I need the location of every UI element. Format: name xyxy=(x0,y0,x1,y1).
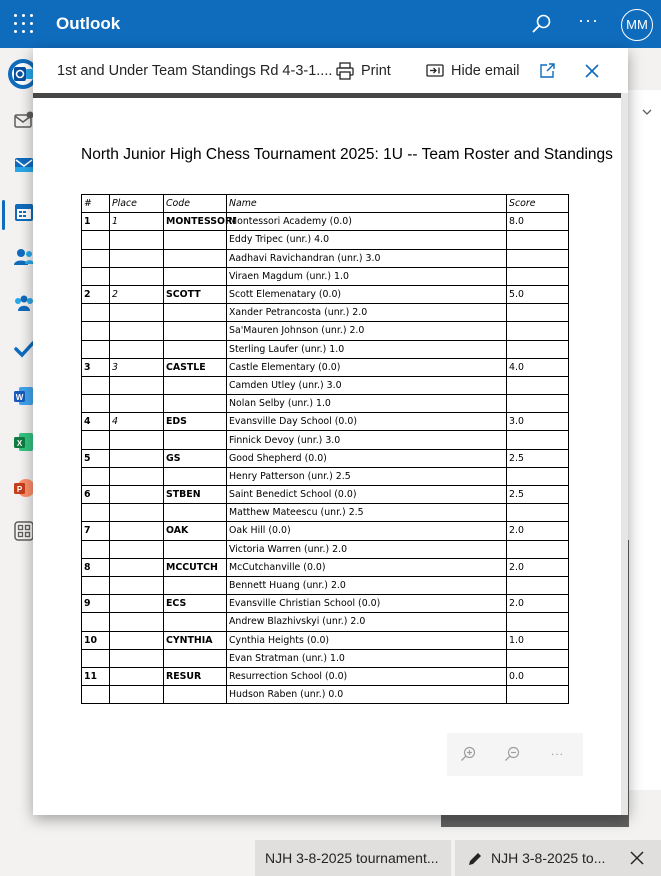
score-cell xyxy=(507,540,569,558)
score-cell: 2.0 xyxy=(507,558,569,576)
table-row xyxy=(82,667,569,685)
code-cell xyxy=(164,576,227,594)
rank-cell xyxy=(82,304,110,322)
place-cell xyxy=(110,395,164,413)
column-header: Score xyxy=(507,195,569,213)
svg-text:W: W xyxy=(15,392,24,402)
name-cell: Xander Petrancosta (unr.) 2.0 xyxy=(227,304,507,322)
place-cell xyxy=(110,595,164,613)
place-cell xyxy=(110,340,164,358)
score-cell xyxy=(507,613,569,631)
rank-cell: 11 xyxy=(82,667,110,685)
name-cell: Castle Elementary (0.0) xyxy=(227,358,507,376)
place-cell xyxy=(110,304,164,322)
place-cell xyxy=(110,449,164,467)
rank-cell xyxy=(82,686,110,704)
place-cell xyxy=(110,486,164,504)
viewer-top-bar xyxy=(33,93,621,98)
rank-cell xyxy=(82,267,110,285)
groups-icon[interactable] xyxy=(13,292,35,314)
search-icon[interactable] xyxy=(530,12,554,36)
place-cell: 2 xyxy=(110,285,164,303)
hide-email-icon xyxy=(425,61,445,81)
name-cell: Eddy Tripec (unr.) 4.0 xyxy=(227,231,507,249)
score-cell: 4.0 xyxy=(507,358,569,376)
score-cell xyxy=(507,322,569,340)
code-cell: SCOTT xyxy=(164,285,227,303)
score-cell xyxy=(507,231,569,249)
document-title: North Junior High Chess Tournament 2025: 1U -- Team Roster and Standings xyxy=(81,146,613,163)
score-cell: 2.5 xyxy=(507,486,569,504)
table-row xyxy=(82,376,569,394)
name-cell: Aadhavi Ravichandran (unr.) 3.0 xyxy=(227,249,507,267)
more-options-icon[interactable]: ··· xyxy=(578,10,599,30)
open-in-new-window-icon[interactable] xyxy=(538,62,556,80)
rank-cell xyxy=(82,376,110,394)
place-cell: 3 xyxy=(110,358,164,376)
score-cell xyxy=(507,304,569,322)
standings-table xyxy=(81,194,569,704)
score-cell xyxy=(507,467,569,485)
score-cell xyxy=(507,649,569,667)
score-cell xyxy=(507,267,569,285)
place-cell xyxy=(110,540,164,558)
word-icon[interactable] xyxy=(13,385,35,407)
zoom-out-icon[interactable] xyxy=(504,746,520,762)
rank-cell: 5 xyxy=(82,449,110,467)
place-cell: 1 xyxy=(110,213,164,231)
place-cell xyxy=(110,467,164,485)
score-cell xyxy=(507,340,569,358)
table-row xyxy=(82,595,569,613)
code-cell xyxy=(164,431,227,449)
score-cell xyxy=(507,376,569,394)
rank-cell: 2 xyxy=(82,285,110,303)
code-cell xyxy=(164,231,227,249)
mail-folder-icon[interactable] xyxy=(13,154,35,176)
table-row xyxy=(82,649,569,667)
draft-tab-1[interactable]: NJH 3-8-2025 tournament... xyxy=(255,840,451,876)
rank-cell xyxy=(82,540,110,558)
rank-cell xyxy=(82,649,110,667)
table-row xyxy=(82,686,569,704)
column-header: Code xyxy=(164,195,227,213)
place-cell xyxy=(110,667,164,685)
rank-cell: 3 xyxy=(82,358,110,376)
table-body xyxy=(82,213,569,704)
name-cell: Sa'Mauren Johnson (unr.) 2.0 xyxy=(227,322,507,340)
name-cell: Victoria Warren (unr.) 2.0 xyxy=(227,540,507,558)
score-cell: 1.0 xyxy=(507,631,569,649)
name-cell: Evan Stratman (unr.) 1.0 xyxy=(227,649,507,667)
score-cell xyxy=(507,576,569,594)
dialog-header xyxy=(33,48,628,93)
table-row xyxy=(82,631,569,649)
rank-cell xyxy=(82,467,110,485)
name-cell: Good Shepherd (0.0) xyxy=(227,449,507,467)
code-cell: STBEN xyxy=(164,486,227,504)
zoom-more-button[interactable]: ... xyxy=(551,744,565,758)
draft-tab-2[interactable]: NJH 3-8-2025 to... xyxy=(455,840,661,876)
name-cell: Evansville Day School (0.0) xyxy=(227,413,507,431)
place-cell xyxy=(110,558,164,576)
rank-cell xyxy=(82,340,110,358)
table-row xyxy=(82,504,569,522)
close-tab-icon[interactable] xyxy=(629,850,645,866)
rank-cell xyxy=(82,395,110,413)
chevron-down-icon[interactable] xyxy=(641,106,653,118)
place-cell xyxy=(110,576,164,594)
name-cell: Viraen Magdum (unr.) 1.0 xyxy=(227,267,507,285)
print-label: Print xyxy=(361,63,391,79)
table-row xyxy=(82,213,569,231)
score-cell xyxy=(507,686,569,704)
name-cell: Bennett Huang (unr.) 2.0 xyxy=(227,576,507,594)
table-row xyxy=(82,558,569,576)
table-row xyxy=(82,358,569,376)
rank-cell: 10 xyxy=(82,631,110,649)
calendar-icon[interactable] xyxy=(13,201,35,223)
code-cell: CASTLE xyxy=(164,358,227,376)
name-cell: Montessori Academy (0.0) xyxy=(227,213,507,231)
table-row xyxy=(82,522,569,540)
table-row xyxy=(82,613,569,631)
score-cell: 0.0 xyxy=(507,667,569,685)
document-viewer[interactable] xyxy=(33,93,628,815)
table-row xyxy=(82,322,569,340)
code-cell: EDS xyxy=(164,413,227,431)
powerpoint-icon[interactable] xyxy=(13,477,35,499)
attachment-preview-dialog xyxy=(33,48,628,815)
name-cell: Finnick Devoy (unr.) 3.0 xyxy=(227,431,507,449)
code-cell xyxy=(164,613,227,631)
name-cell: Scott Elemenatary (0.0) xyxy=(227,285,507,303)
name-cell: Camden Utley (unr.) 3.0 xyxy=(227,376,507,394)
name-cell: Nolan Selby (unr.) 1.0 xyxy=(227,395,507,413)
rank-cell: 6 xyxy=(82,486,110,504)
table-row xyxy=(82,467,569,485)
table-row xyxy=(82,267,569,285)
code-cell xyxy=(164,686,227,704)
hide-email-label: Hide email xyxy=(451,63,520,79)
rank-cell xyxy=(82,431,110,449)
table-row xyxy=(82,540,569,558)
code-cell: GS xyxy=(164,449,227,467)
name-cell: Resurrection School (0.0) xyxy=(227,667,507,685)
place-cell xyxy=(110,504,164,522)
mail-icon[interactable] xyxy=(13,110,35,132)
name-cell: Hudson Raben (unr.) 0.0 xyxy=(227,686,507,704)
table-row xyxy=(82,431,569,449)
rank-cell: 4 xyxy=(82,413,110,431)
place-cell xyxy=(110,686,164,704)
code-cell: OAK xyxy=(164,522,227,540)
table-row xyxy=(82,231,569,249)
rank-cell xyxy=(82,576,110,594)
place-cell: 4 xyxy=(110,413,164,431)
code-cell xyxy=(164,395,227,413)
rank-cell xyxy=(82,613,110,631)
table-row xyxy=(82,249,569,267)
viewer-scrollbar[interactable] xyxy=(621,93,628,815)
place-cell xyxy=(110,267,164,285)
code-cell xyxy=(164,304,227,322)
name-cell: Cynthia Heights (0.0) xyxy=(227,631,507,649)
place-cell xyxy=(110,431,164,449)
pencil-icon xyxy=(466,850,484,868)
name-cell: Oak Hill (0.0) xyxy=(227,522,507,540)
table-row xyxy=(82,576,569,594)
score-cell xyxy=(507,431,569,449)
table-row xyxy=(82,449,569,467)
table-header-row xyxy=(82,195,569,213)
avatar[interactable]: MM xyxy=(621,9,653,41)
people-icon[interactable] xyxy=(13,246,35,268)
place-cell xyxy=(110,649,164,667)
score-cell xyxy=(507,249,569,267)
code-cell xyxy=(164,504,227,522)
name-cell: Henry Patterson (unr.) 2.5 xyxy=(227,467,507,485)
rank-cell: 1 xyxy=(82,213,110,231)
table-row xyxy=(82,304,569,322)
rank-cell: 7 xyxy=(82,522,110,540)
table-row xyxy=(82,413,569,431)
code-cell xyxy=(164,649,227,667)
code-cell: ECS xyxy=(164,595,227,613)
code-cell: CYNTHIA xyxy=(164,631,227,649)
active-indicator xyxy=(2,200,5,230)
rank-cell xyxy=(82,249,110,267)
rank-cell: 8 xyxy=(82,558,110,576)
code-cell: MCCUTCH xyxy=(164,558,227,576)
score-cell xyxy=(507,504,569,522)
rank-cell xyxy=(82,504,110,522)
app-launcher-icon[interactable] xyxy=(14,14,34,34)
column-header: Place xyxy=(110,195,164,213)
name-cell: Evansville Christian School (0.0) xyxy=(227,595,507,613)
score-cell: 5.0 xyxy=(507,285,569,303)
place-cell xyxy=(110,631,164,649)
place-cell xyxy=(110,322,164,340)
rank-cell xyxy=(82,231,110,249)
table-row xyxy=(82,486,569,504)
place-cell xyxy=(110,231,164,249)
column-header: # xyxy=(82,195,110,213)
app-title[interactable]: Outlook xyxy=(56,14,121,33)
name-cell: Andrew Blazhivskyi (unr.) 2.0 xyxy=(227,613,507,631)
score-cell: 2.0 xyxy=(507,522,569,540)
table-row xyxy=(82,285,569,303)
name-cell: McCutchanville (0.0) xyxy=(227,558,507,576)
table-row xyxy=(82,395,569,413)
score-cell: 2.0 xyxy=(507,595,569,613)
svg-text:P: P xyxy=(16,484,23,494)
place-cell xyxy=(110,376,164,394)
place-cell xyxy=(110,613,164,631)
code-cell xyxy=(164,340,227,358)
printer-icon xyxy=(335,61,355,81)
attachment-title: 1st and Under Team Standings Rd 4-3-1.... xyxy=(57,63,333,79)
name-cell: Matthew Mateescu (unr.) 2.5 xyxy=(227,504,507,522)
column-header: Name xyxy=(227,195,507,213)
svg-text:X: X xyxy=(16,438,23,448)
excel-icon[interactable] xyxy=(13,431,35,453)
zoom-toolbar xyxy=(447,733,583,776)
name-cell: Saint Benedict School (0.0) xyxy=(227,486,507,504)
rank-cell xyxy=(82,322,110,340)
score-cell: 2.5 xyxy=(507,449,569,467)
background-reading-pane xyxy=(628,90,661,790)
close-icon[interactable] xyxy=(583,62,601,80)
place-cell xyxy=(110,249,164,267)
score-cell: 8.0 xyxy=(507,213,569,231)
code-cell xyxy=(164,540,227,558)
score-cell: 3.0 xyxy=(507,413,569,431)
rank-cell: 9 xyxy=(82,595,110,613)
table-row xyxy=(82,340,569,358)
more-apps-icon[interactable] xyxy=(13,520,35,542)
place-cell xyxy=(110,522,164,540)
name-cell: Sterling Laufer (unr.) 1.0 xyxy=(227,340,507,358)
code-cell: RESUR xyxy=(164,667,227,685)
code-cell xyxy=(164,249,227,267)
zoom-in-icon[interactable] xyxy=(460,746,476,762)
top-app-bar xyxy=(0,0,661,48)
code-cell xyxy=(164,467,227,485)
code-cell xyxy=(164,376,227,394)
score-cell xyxy=(507,395,569,413)
todo-icon[interactable] xyxy=(13,338,35,360)
code-cell xyxy=(164,267,227,285)
code-cell xyxy=(164,322,227,340)
code-cell: MONTESSORI xyxy=(164,213,227,231)
